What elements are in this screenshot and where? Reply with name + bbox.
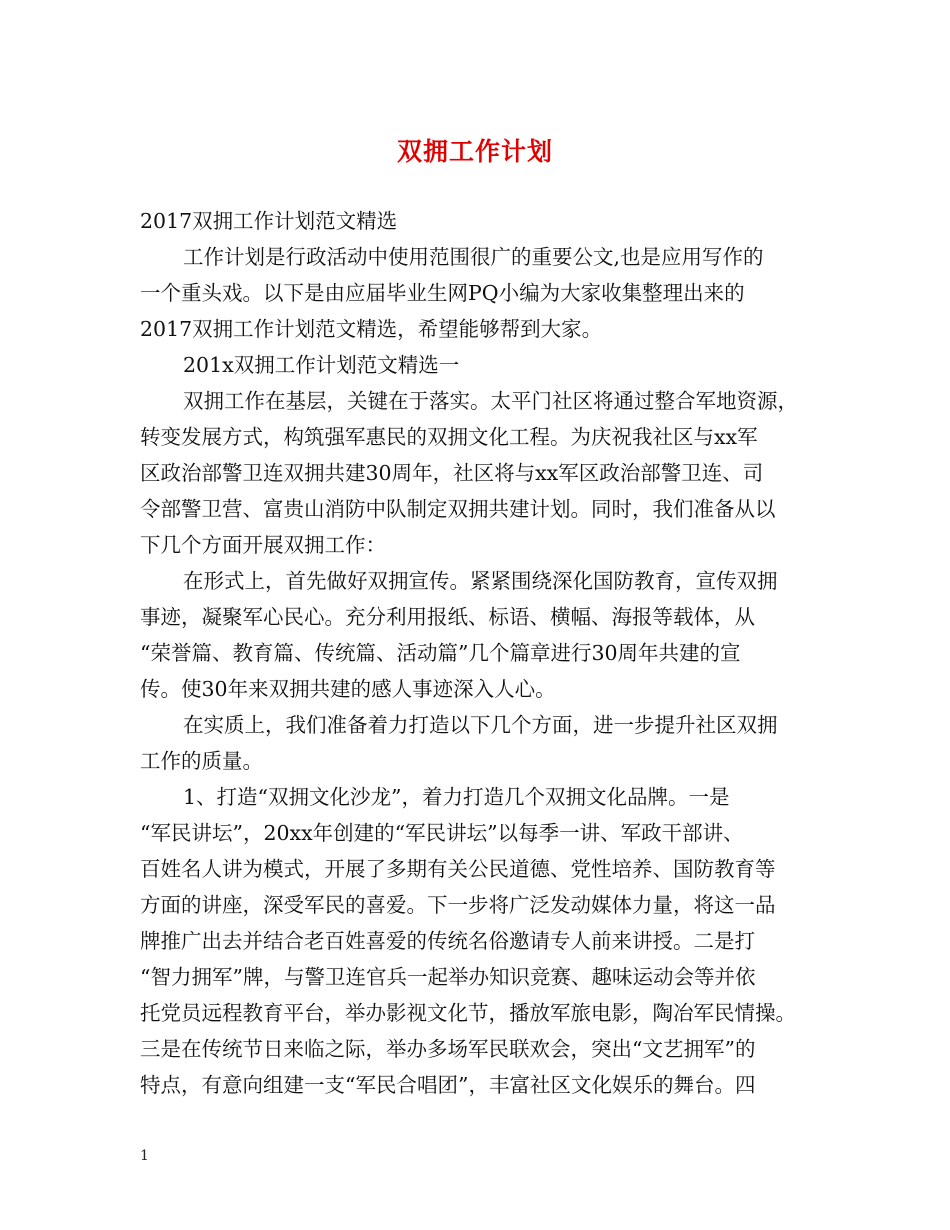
document-title: 双拥工作计划 <box>396 137 553 166</box>
text-line: 令部警卫营、富贵山消防中队制定双拥共建计划。同时，我们准备从以 <box>140 497 776 521</box>
text-line: “荣誉篇、教育篇、传统篇、活动篇”几个篇章进行30周年共建的宣 <box>140 641 741 665</box>
text-line: 工作的质量。 <box>140 749 263 773</box>
text-line: 牌推广出去并结合老百姓喜爱的传统名俗邀请专人前来讲授。二是打 <box>140 929 755 953</box>
text-line: 特点，有意向组建一支“军民合唱团”，丰富社区文化娱乐的舞台。四 <box>140 1073 756 1097</box>
text-line: “军民讲坛”，20xx年创建的“军民讲坛”以每季一讲、军政干部讲、 <box>140 821 744 845</box>
text-line: 一个重头戏。以下是由应届毕业生网PQ小编为大家收集整理出来的 <box>140 281 745 305</box>
text-line: 2017双拥工作计划范文精选 <box>140 209 398 233</box>
text-line: 托党员远程教育平台，举办影视文化节，播放军旅电影，陶冶军民情操。 <box>140 1001 796 1025</box>
text-line: 在形式上，首先做好双拥宣传。紧紧围绕深化国防教育，宣传双拥 <box>183 569 778 593</box>
text-line: 下几个方面开展双拥工作： <box>140 533 386 557</box>
text-line: 传。使30年来双拥共建的感人事迹深入人心。 <box>140 677 556 701</box>
text-line: 百姓名人讲为模式，开展了多期有关公民道德、党性培养、国防教育等 <box>140 857 776 881</box>
text-line: 事迹，凝聚军心民心。充分利用报纸、标语、横幅、海报等载体，从 <box>140 605 755 629</box>
page-number: 1 <box>140 1148 149 1164</box>
text-line: 1、打造“双拥文化沙龙”，着力打造几个双拥文化品牌。一是 <box>183 785 730 809</box>
text-line: 2017双拥工作计划范文精选，希望能够帮到大家。 <box>140 317 603 341</box>
text-line: 201x双拥工作计划范文精选一 <box>183 353 460 377</box>
text-line: 转变发展方式，构筑强军惠民的双拥文化工程。为庆祝我社区与xx军 <box>140 425 758 449</box>
text-line: 三是在传统节日来临之际，举办多场军民联欢会，突出“文艺拥军”的 <box>140 1037 756 1061</box>
text-line: 双拥工作在基层，关键在于落实。太平门社区将通过整合军地资源， <box>183 389 798 413</box>
text-line: 在实质上，我们准备着力打造以下几个方面，进一步提升社区双拥 <box>183 713 778 737</box>
text-line: 方面的讲座，深受军民的喜爱。下一步将广泛发动媒体力量，将这一品 <box>140 893 776 917</box>
text-line: 工作计划是行政活动中使用范围很广的重要公文,也是应用写作的 <box>183 245 764 269</box>
text-line: “智力拥军”牌，与警卫连官兵一起举办知识竞赛、趣味运动会等并依 <box>140 965 756 989</box>
text-line: 区政治部警卫连双拥共建30周年，社区将与xx军区政治部警卫连、司 <box>140 461 764 485</box>
document-body <box>140 203 830 1103</box>
